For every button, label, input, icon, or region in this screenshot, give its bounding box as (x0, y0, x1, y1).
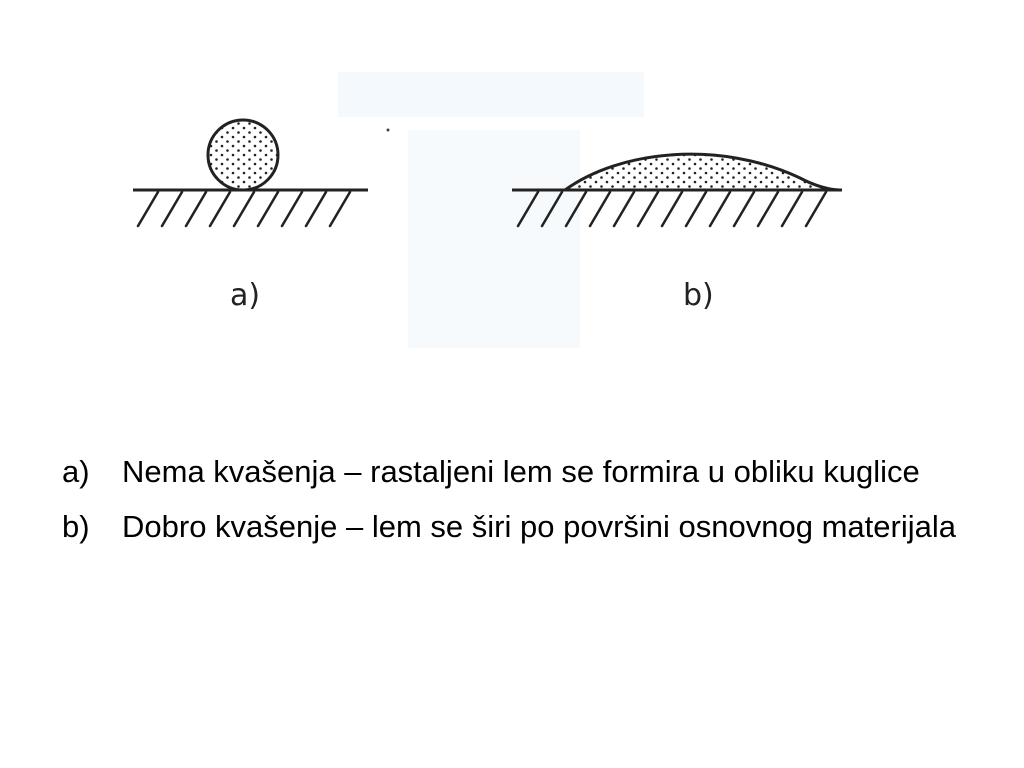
caption-marker-a: a) (62, 454, 90, 489)
spread-solder-fill (560, 140, 850, 192)
caption-text-a: Nema kvašenja – rastaljeni lem se formira u obliku kuglice (122, 454, 920, 489)
background-tint (408, 130, 580, 348)
speck (387, 129, 390, 132)
panel-a-non-wetting (133, 120, 368, 313)
caption-list (62, 448, 962, 558)
caption-text-b: Dobro kvašenje – lem se širi po površini osnovnog materijala (122, 509, 956, 544)
caption-item-b (62, 503, 962, 550)
caption-marker-b: b) (62, 509, 90, 544)
solder-ball (208, 120, 278, 190)
label-b: b) (683, 278, 714, 313)
caption-item-a (62, 448, 962, 495)
label-a: a) (230, 278, 261, 313)
hatching-a (138, 192, 350, 226)
background-tint (338, 72, 644, 117)
